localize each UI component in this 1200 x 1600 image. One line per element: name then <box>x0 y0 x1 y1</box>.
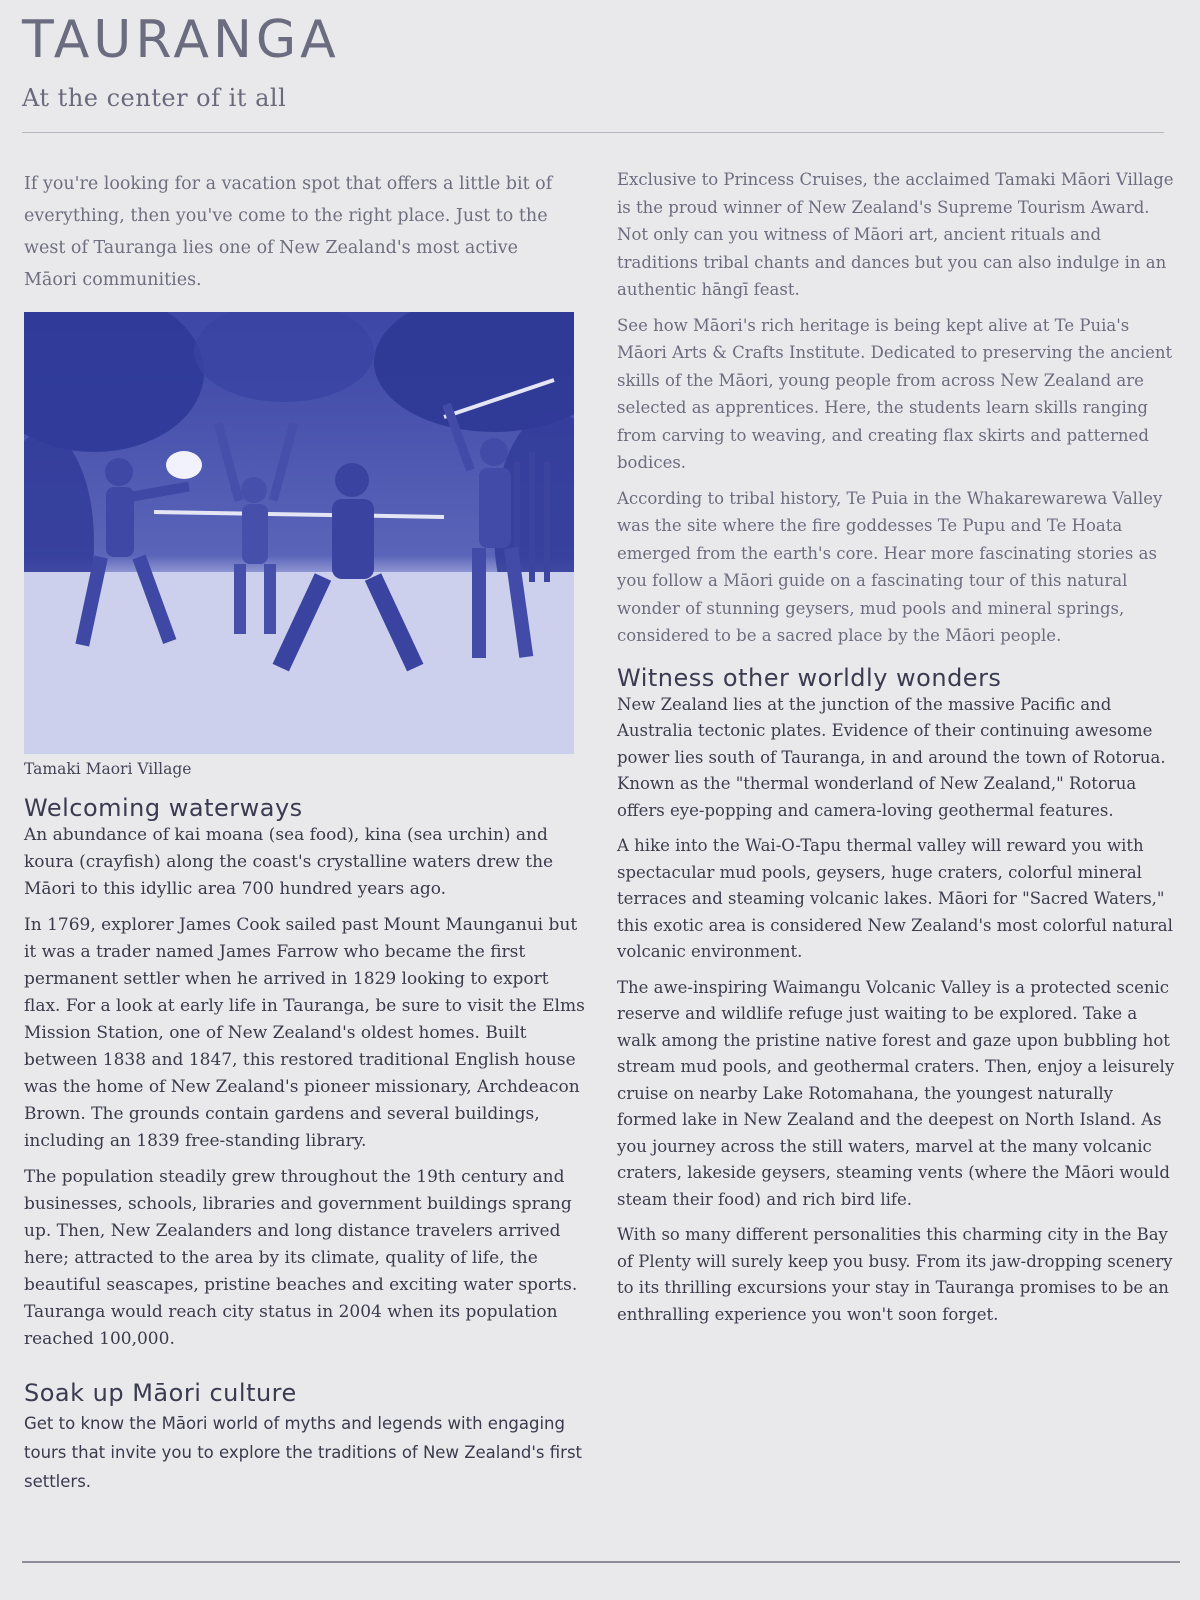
left-column <box>24 168 589 1496</box>
photo-illustration <box>24 312 574 754</box>
heading-witness-other-worldly-wonders: Witness other worldly wonders <box>617 663 1002 692</box>
paragraph: Get to know the Māori world of myths and legends with engaging tours that invite you to explore the traditions of New Zealand's first settlers. <box>24 1414 583 1491</box>
top-divider <box>22 132 1164 133</box>
right-column <box>617 166 1177 1328</box>
paragraph: The population steadily grew throughout the 19th century and businesses, schools, libraries and government buildings sprang up. Then, New Zealanders and long distance travelers arrived here; attracted to the area by its climate, quality of life, the beautiful seascapes, pristine beaches and exciting water sports. Tauranga would reach city status in 2004 when its population reached 100,000. <box>24 1167 578 1349</box>
heading-welcoming-waterways: Welcoming waterways <box>24 794 303 822</box>
page-title: TAURANGA <box>22 10 340 70</box>
paragraph: A hike into the Wai-O-Tapu thermal valley will reward you with spectacular mud pools, geysers, huge craters, colorful mineral terraces and steaming volcanic lakes. Māori for "Sacred Waters," this exotic area is considered New Zealand's most colorful natural volcanic environment. <box>617 836 1173 961</box>
paragraph: New Zealand lies at the junction of the massive Pacific and Australia tectonic plates. Evidence of their continuing awesome power lies south of Tauranga, in and around the town of Rotorua. Known as the "thermal wonderland of New Zealand," Rotorua offers eye-popping and camera-loving geothermal features. <box>617 694 1166 820</box>
paragraph: An abundance of kai moana (sea food), kina (sea urchin) and koura (crayfish) along the coast's crystalline waters drew the Māori to this idyllic area 700 hundred years ago. <box>24 825 554 899</box>
paragraph: With so many different personalities this charming city in the Bay of Plenty will surely keep you busy. From its jaw-dropping scenery to its thrilling excursions your stay in Tauranga promises to be an enthralling experience you won't soon forget. <box>617 1225 1173 1324</box>
page-subtitle: At the center of it all <box>22 84 287 112</box>
paragraph: The awe-inspiring Waimangu Volcanic Valley is a protected scenic reserve and wildlife refuge just waiting to be explored. Take a walk among the pristine native forest and gaze upon bubbling hot stream mud pools, and geothermal craters. Then, enjoy a leisurely cruise on nearby Lake Rotomahana, the youngest naturally formed lake in New Zealand and the deepest on North Island. As you journey across the still waters, marvel at the many volcanic craters, lakeside geysers, steaming vents (where the Māori would steam their food) and rich bird life. <box>617 977 1175 1209</box>
paragraph: See how Māori's rich heritage is being kept alive at Te Puia's Māori Arts & Crafts Institute. Dedicated to preserving the ancient skills of the Māori, young people from across New Zealand are selected as apprentices. Here, the students learn skills ranging from carving to weaving, and creating flax skirts and patterned bodices. <box>617 315 1173 472</box>
photo-caption: Tamaki Maori Village <box>24 760 192 778</box>
paragraph: Exclusive to Princess Cruises, the acclaimed Tamaki Māori Village is the proud winner of New Zealand's Supreme Tourism Award. Not only can you witness of Māori art, ancient rituals and traditions tribal chants and dances but you can also indulge in an authentic hāngī feast. <box>617 170 1174 299</box>
paragraph: In 1769, explorer James Cook sailed past Mount Maunganui but it was a trader named James Farrow who became the first permanent settler when he arrived in 1829 looking to export flax. For a look at early life in Tauranga, be sure to visit the Elms Mission Station, one of New Zealand's oldest homes. Built between 1838 and 1847, this restored traditional English house was the home of New Zealand's pioneer missionary, Archdeacon Brown. The grounds contain gardens and several buildings, including an 1839 free-standing library. <box>24 915 585 1151</box>
paragraph: According to tribal history, Te Puia in the Whakarewarewa Valley was the site where the fire goddesses Te Pupu and Te Hoata emerged from the earth's core. Hear more fascinating stories as you follow a Māori guide on a fascinating tour of this natural wonder of stunning geysers, mud pools and mineral springs, considered to be a sacred place by the Māori people. <box>617 488 1163 645</box>
heading-soak-up-maori-culture: Soak up Māori culture <box>24 1379 297 1407</box>
maori-dancers-photo <box>24 312 584 754</box>
bottom-divider <box>22 1561 1180 1563</box>
intro-paragraph: If you're looking for a vacation spot that offers a little bit of everything, then you've come to the right place. Just to the west of Tauranga lies one of New Zealand's most active Māori communities. <box>24 174 553 290</box>
